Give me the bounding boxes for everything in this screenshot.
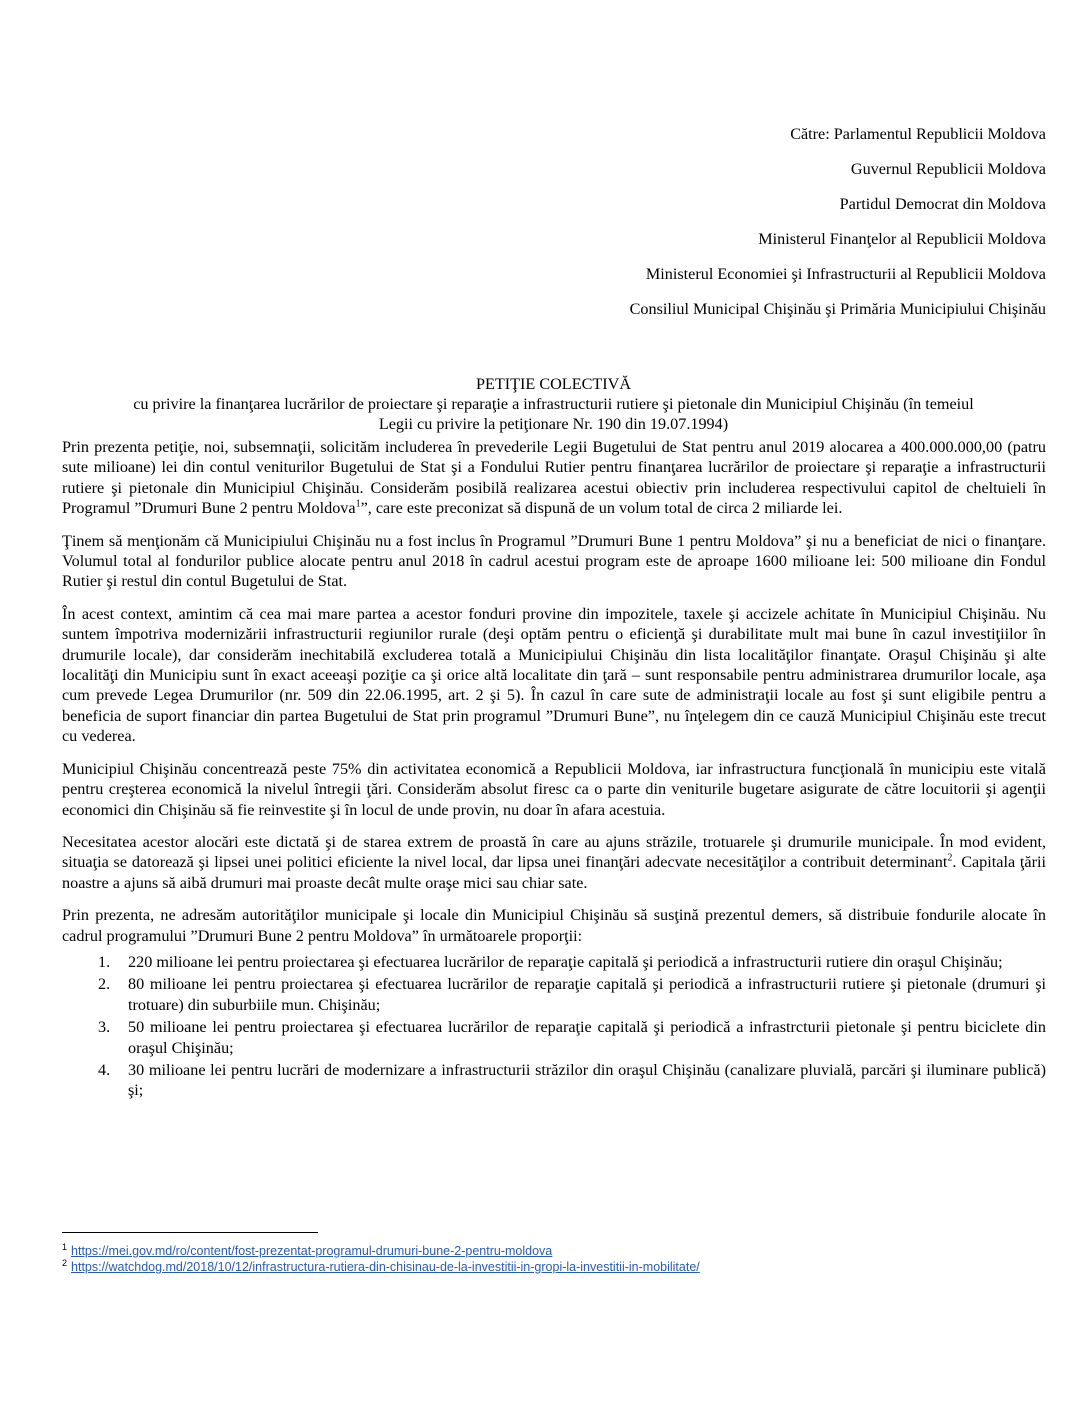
footnote-ref[interactable]: 1 [355,498,361,510]
paragraph-text: . Capitala ţării noastre a ajuns să aibă drumuri mai proaste decât multe oraşe mici sau chiar sate. [62,853,1046,892]
footnote [62,1259,1042,1275]
recipient-line: Către: Parlamentul Republicii Moldova [790,125,1046,143]
footnote-number: 1 [62,1241,68,1252]
recipient-line: Ministerul Economiei şi Infrastructurii al Republicii Moldova [645,265,1046,283]
footnote-separator [62,1232,318,1233]
paragraph: În acest context, amintim că cea mai mare partea a acestor fonduri provine din impozitele, taxele şi accizele achitate în Municipiul Chişinău. Nu suntem împotriva modernizării infrastructurii regiunilor rurale (deşi optăm pentru o eficienţă şi durabilitate mult mai bune în cazul investiţiilor în drumurile locale), dar considerăm inechitabilă excluderea totală a Municipiului Chişinău din lista localităţilor finanţate. Oraşul Chişinău şi alte localităţi din Municipiu sunt în exact aceeaşi poziţie ca şi orice altă localitate din ţară – sunt responsabile pentru administrarea drumurilor locale, aşa cum prevede Legea Drumurilor (nr. 509 din 22.06.1995, art. 2 şi 5). În cazul în care sute de administraţii locale au fost şi sunt eligibile pentru a beneficia de suport financiar din partea Bugetului de Stat prin programul ”Drumuri Bune”, nu înţelegem din ce cauză Municipiul Chişinău este trecut cu vederea. [62,604,1046,746]
recipient-line: Consiliul Municipal Chişinău şi Primăria Municipiului Chişinău [629,300,1046,318]
document-title: PETIŢIE COLECTIVĂ [475,375,632,393]
footnote [62,1243,1042,1259]
paragraph [62,437,1046,519]
list-item [62,952,1046,972]
paragraph: Prin prezenta, ne adresăm autorităţilor municipale şi locale din Municipiul Chişinău să susţină prezentul demers, să distribuie fondurile alocate în cadrul programului ”Drumuri Bune 2 pentru Moldova” în următoarele proporţii: [62,906,1046,945]
paragraph-text: ”, care este preconizat să dispună de un volum total de circa 2 miliarde lei. [360,499,843,518]
paragraph-text: Prin prezenta petiţie, noi, subsemnaţii, solicităm includerea în prevederile Legii Bugetului de Stat pentru anul 2019 alocarea a 400.000.000,00 (patru sute milioane) lei din contul veniturilor Bugetului de Stat şi a Fondului Rutier pentru finanţarea lucrărilor de proiectare şi reparaţie a infrastructurii rutiere şi pietonale din Municipiul Chişinău. Considerăm posibilă realizarea acestui obiectiv prin includerea respectivului capitol de cheltuieli în Programul ”Drumuri Bune 2 pentru Moldova [62,438,1046,518]
allocation-list [62,952,1046,1101]
list-item-text: 80 milioane lei pentru proiectarea şi efectuarea lucrărilor de reparaţie capitală şi periodică a infrastructurii rutiere şi pietonale (drumuri şi trotuare) din suburbiile mun. Chişinău; [128,975,1046,1014]
list-item [62,974,1046,1015]
recipient-line: Ministerul Finanţelor al Republicii Moldova [758,230,1046,248]
document-body [62,437,1046,1103]
list-item [62,1017,1046,1058]
recipient-line: Guvernul Republicii Moldova [850,160,1046,178]
list-item-text: 50 milioane lei pentru proiectarea şi efectuarea lucrărilor de reparaţie capitală şi periodică a infrastrcturii pietonale şi pentru biciclete din oraşul Chişinău; [128,1018,1046,1057]
document-subtitle: cu privire la finanţarea lucrărilor de proiectare şi reparaţie a infrastructurii rutiere şi pietonale din Municipiul Chişinău (în temeiul [133,395,974,413]
footnote-ref[interactable]: 2 [947,852,953,864]
list-number: 4. [98,1060,111,1079]
title-block [62,374,1045,434]
footnote-link[interactable]: https://watchdog.md/2018/10/12/infrastructura-rutiera-din-chisinau-de-la-investitii-in-gropi-la-investitii-in-mobilitate/ [71,1260,700,1274]
list-item-text: 30 milioane lei pentru lucrări de modernizare a infrastructurii străzilor din oraşul Chişinău (canalizare pluvială, parcări şi iluminare publică) şi; [128,1060,1046,1100]
footnotes [62,1243,1042,1275]
paragraph: Municipiul Chişinău concentrează peste 75% din activitatea economică a Republicii Moldova, iar infrastructura funcţională în municipiu este vitală pentru creşterea economică la nivelul întregii ţări. Considerăm absolut firesc ca o parte din veniturile bugetare asigurate de către locuitorii şi agenţii economici din Chişinău să fie reinvestite şi în locul de unde provin, nu doar în afara acestuia. [62,759,1046,819]
paragraph [62,832,1046,893]
list-number: 3. [98,1018,111,1037]
list-item [62,1060,1046,1101]
footnote-link[interactable]: https://mei.gov.md/ro/content/fost-prezentat-programul-drumuri-bune-2-pentru-moldova [71,1244,553,1258]
list-number: 1. [98,952,111,971]
list-number: 2. [98,975,111,994]
document-subtitle: Legii cu privire la petiţionare Nr. 190 din 19.07.1994) [378,415,729,433]
recipients-block [630,124,1046,334]
footnote-number: 2 [62,1257,68,1268]
paragraph-text: Necesitatea acestor alocări este dictată şi de starea extrem de proastă în care au ajuns străzile, trotuarele şi drumurile municipale. În mod evident, situaţia se datorează şi lipsei unei politici eficiente la nivel local, dar lipsa unei finanţări adecvate necesităţilor a contribuit determinant [62,832,1046,872]
recipient-line: Partidul Democrat din Moldova [839,195,1046,213]
paragraph: Ţinem să menţionăm că Municipiului Chişinău nu a fost inclus în Programul ”Drumuri Bune 1 pentru Moldova” şi nu a beneficiat de nici o finanţare. Volumul total al fondurilor publice alocate pentru anul 2018 în cadrul acestui program este de aproape 1600 milioane lei: 500 milioane din Fondul Rutier şi restul din contul Bugetului de Stat. [62,531,1046,591]
list-item-text: 220 milioane lei pentru proiectarea şi efectuarea lucrărilor de reparaţie capitală şi periodică a infrastructurii rutiere din oraşul Chişinău; [128,952,1003,971]
